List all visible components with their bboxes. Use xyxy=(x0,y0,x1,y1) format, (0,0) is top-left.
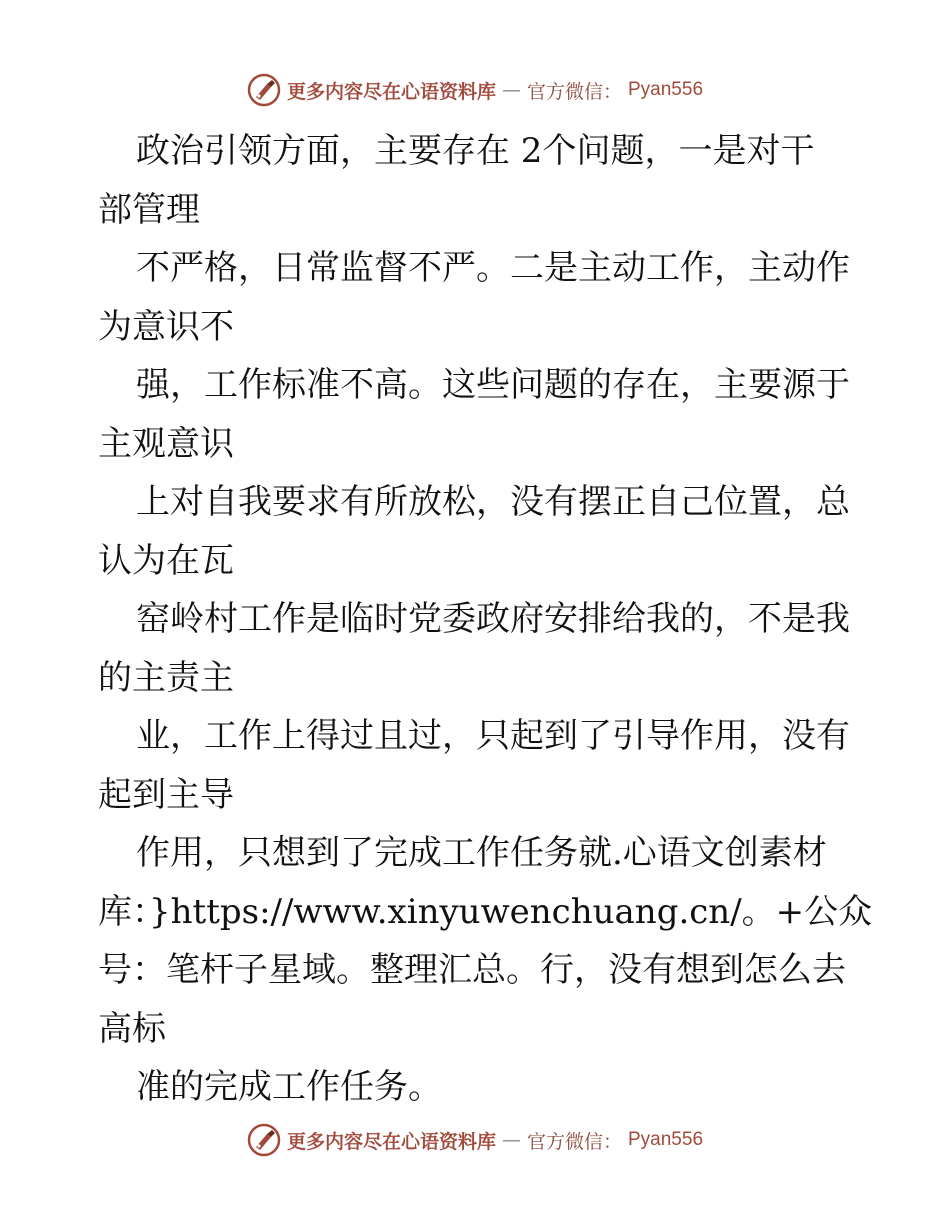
pen-nib-logo-icon xyxy=(247,1123,281,1157)
text-line: 准的完成工作任务。 xyxy=(136,1067,442,1107)
text-line: 作用，只想到了完成工作任务就.心语文创素材 xyxy=(136,833,827,873)
watermark-main-text: 更多内容尽在心语资料库 xyxy=(286,80,496,103)
text-line: 政治引领方面，主要存在 2个问题，一是对干 xyxy=(136,131,815,171)
footer-watermark xyxy=(0,1120,950,1160)
text-line: 高标 xyxy=(98,1008,166,1049)
watermark-wechat-label: 官方微信： xyxy=(526,80,622,103)
text-line: 的主责主 xyxy=(98,657,234,698)
text-line: 上对自我要求有所放松，没有摆正自己位置，总 xyxy=(136,482,850,522)
text-line: 主观意识 xyxy=(98,423,234,464)
text-line: 业，工作上得过且过，只起到了引导作用，没有 xyxy=(136,716,850,756)
text-line: 认为在瓦 xyxy=(98,540,234,581)
text-line: 号：笔杆子星域。整理汇总。行，没有想到怎么去 xyxy=(98,950,846,990)
pen-nib-logo-icon xyxy=(247,73,281,107)
watermark-separator: — xyxy=(501,79,521,101)
text-line: 窑岭村工作是临时党委政府安排给我的，不是我 xyxy=(136,599,850,639)
text-line: 为意识不 xyxy=(98,306,234,347)
watermark-separator: — xyxy=(501,1129,521,1151)
watermark-wechat-id: Pyan556 xyxy=(628,79,704,100)
header-watermark xyxy=(0,70,950,110)
text-line: 强，工作标准不高。这些问题的存在，主要源于 xyxy=(136,365,850,405)
document-body xyxy=(98,122,873,1117)
watermark-main-text: 更多内容尽在心语资料库 xyxy=(286,1130,496,1153)
watermark-wechat-id: Pyan556 xyxy=(628,1129,704,1150)
text-line: 不严格，日常监督不严。二是主动工作，主动作 xyxy=(136,248,850,288)
text-line: 起到主导 xyxy=(98,774,234,815)
text-line: 部管理 xyxy=(98,189,200,230)
watermark-wechat-label: 官方微信： xyxy=(526,1130,622,1153)
text-line: 库：}https://www.xinyuwenchuang.cn/。+公众 xyxy=(98,891,873,932)
